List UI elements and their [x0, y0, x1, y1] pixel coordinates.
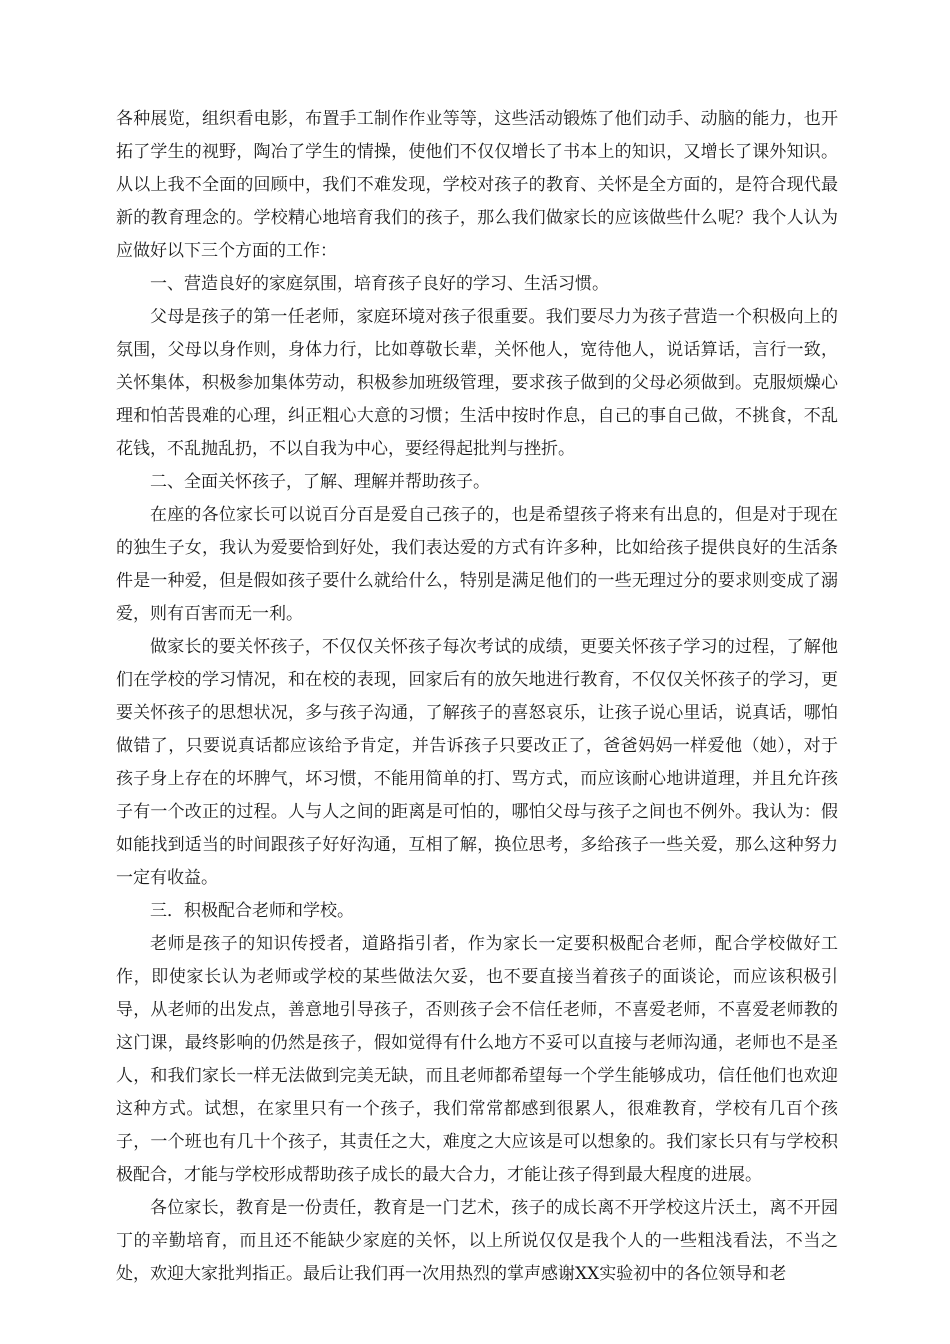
heading-2: 二、全面关怀孩子，了解、理解并帮助孩子。 [150, 472, 490, 492]
paragraph-4: 做家长的要关怀孩子，不仅仅关怀孩子每次考试的成绩，更要关怀孩子学习的过程，了解他们在学校的学习情况，和在校的表现，回家后有的放矢地进行教育，不仅仅关怀孩子的学习，更要关怀孩子的思想状况，多与孩子沟通，了解孩子的喜怒哀乐，让孩子说心里话，说真话，哪怕做错了，只要说真话都应该给予肯定，并告诉孩子只要改正了，爸爸妈妈一样爱他（她），对于孩子身上存在的坏脾气，坏习惯，不能用简单的打、骂方式，而应该耐心地讲道理，并且允许孩子有一个改正的过程。人与人之间的距离是可怕的，哪怕父母与孩子之间也不例外。我认为：假如能找到适当的时间跟孩子好好沟通，互相了解，换位思考，多给孩子一些关爱，那么这种努力一定有收益。 [116, 637, 838, 888]
paragraph-6: 各位家长，教育是一份责任，教育是一门艺术，孩子的成长离不开学校这片沃土，离不开园丁的辛勤培育，而且还不能缺少家庭的关怀，以上所说仅仅是我个人的一些粗浅看法，不当之处，欢迎大家批判指正。最后让我们再一次用热烈的掌声感谢XX实验初中的各位领导和老 [116, 1198, 838, 1284]
paragraph-5: 老师是孩子的知识传授者，道路指引者，作为家长一定要积极配合老师，配合学校做好工作，即使家长认为老师或学校的某些做法欠妥，也不要直接当着孩子的面谈论，而应该积极引导，从老师的出发点，善意地引导孩子，否则孩子会不信任老师，不喜爱老师，不喜爱老师教的这门课，最终影响的仍然是孩子，假如觉得有什么地方不妥可以直接与老师沟通，老师也不是圣人，和我们家长一样无法做到完美无缺，而且老师都希望每一个学生能够成功，信任他们也欢迎这种方式。试想，在家里只有一个孩子，我们常常都感到很累人，很难教育，学校有几百个孩子，一个班也有几十个孩子，其责任之大，难度之大应该是可以想象的。我们家长只有与学校积极配合，才能与学校形成帮助孩子成长的最大合力，才能让孩子得到最大程度的进展。 [116, 934, 838, 1185]
heading-1: 一、营造良好的家庭氛围，培育孩子良好的学习、生活习惯。 [150, 274, 609, 294]
paragraph-1: 各种展览，组织看电影，布置手工制作作业等等，这些活动锻炼了他们动手、动脑的能力，也开拓了学生的视野，陶冶了学生的情操，使他们不仅仅增长了书本上的知识，又增长了课外知识。从以上我不全面的回顾中，我们不难发现，学校对孩子的教育、关怀是全方面的，是符合现代最新的教育理念的。学校精心地培育我们的孩子，那么我们做家长的应该做些什么呢？我个人认为应做好以下三个方面的工作： [116, 109, 838, 261]
heading-3: 三．积极配合老师和学校。 [150, 901, 354, 921]
document-body [116, 103, 838, 1291]
paragraph-2: 父母是孩子的第一任老师，家庭环境对孩子很重要。我们要尽力为孩子营造一个积极向上的氛围，父母以身作则，身体力行，比如尊敬长辈，关怀他人，宽待他人，说话算话，言行一致，关怀集体，积极参加集体劳动，积极参加班级管理，要求孩子做到的父母必须做到。克服烦燥心理和怕苦畏难的心理，纠正粗心大意的习惯；生活中按时作息，自己的事自己做，不挑食，不乱花钱，不乱抛乱扔，不以自我为中心，要经得起批判与挫折。 [116, 307, 838, 459]
paragraph-3: 在座的各位家长可以说百分百是爱自己孩子的，也是希望孩子将来有出息的，但是对于现在的独生子女，我认为爱要恰到好处，我们表达爱的方式有许多种，比如给孩子提供良好的生活条件是一种爱，但是假如孩子要什么就给什么，特别是满足他们的一些无理过分的要求则变成了溺爱，则有百害而无一利。 [116, 505, 838, 624]
